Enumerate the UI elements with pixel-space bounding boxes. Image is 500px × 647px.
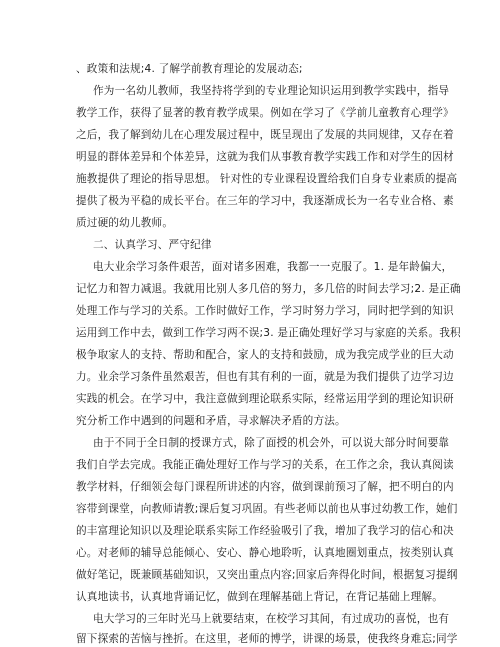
text-line: 施教提供了理论的指导思想。 针对性的专业课程设置给我们自身专业素质的提高 (76, 173, 458, 185)
text-line: 留下探索的苦恼与挫折。在这里，老师的博学，讲课的场景，使我终身难忘;同学 (76, 633, 458, 645)
text-line: 之后，我了解到幼儿在心理发展过程中，既呈现出了发展的共同规律，又存在着 (76, 129, 454, 141)
text-line: 明显的群体差异和个体差异，这就为我们从事教育教学实践工作和对学生的因材 (76, 151, 454, 163)
text-line: 记忆力和智力减退。我就用比别人多几倍的努力，多几倍的时间去学习;2. 是正确 (76, 283, 461, 295)
section-heading: 二、认真学习、严守纪律 (93, 239, 212, 251)
text-line: 教学材料，仔细领会每门课程所讲述的内容，做到课前预习了解，把不明白的内 (76, 481, 454, 493)
text-line: 容带到课堂，向教师请教;课后复习巩固。有些老师以前也从事过幼教工作，她们 (76, 503, 458, 515)
text-line: 质过硬的幼儿教师。 (76, 217, 174, 229)
text-line: 力。业余学习条件虽然艰苦，但也有其有利的一面，就是为我们提供了边学习边 (76, 371, 454, 383)
text-line: 我们自学去完成。我能正确处理好工作与学习的关系，在工作之余，我认真阅读 (76, 459, 454, 471)
text-line: 的丰富理论知识以及理论联系实际工作经验吸引了我，增加了我学习的信心和决 (76, 525, 454, 537)
text-line: 电大业余学习条件艰苦，面对诸多困难，我都一一克服了。1. 是年龄偏大， (93, 261, 453, 273)
text-line: 处理工作与学习的关系。工作时做好工作，学习时努力学习，同时把学到的知识 (76, 305, 454, 317)
text-line: 作为一名幼儿教师，我坚持将学到的专业理论知识运用到教学实践中，指导 (93, 85, 450, 97)
text-line: 心。对老师的辅导总能倾心、安心、静心地聆听，认真地圈划重点，按类别认真 (76, 547, 454, 559)
text-line: 电大学习的三年时光马上就要结束，在校学习其间，有过成功的喜悦，也有 (93, 613, 450, 625)
text-line: 实践的机会。在学习中，我注意做到理论联系实际，经常运用学到的理论知识研 (76, 393, 454, 405)
text-line: 教学工作，获得了显著的教育教学成果。例如在学习了《学前儿童教育心理学》 (76, 107, 454, 119)
text-line: 提供了极为平稳的成长平台。在三年的学习中，我逐渐成长为一名专业合格、素 (76, 195, 454, 207)
text-line: 由于不同于全日制的授课方式，除了面授的机会外，可以说大部分时间要靠 (93, 437, 450, 449)
text-line: 、政策和法规;4. 了解学前教育理论的发展动态; (76, 63, 303, 75)
text-line: 认真地读书，认真地背诵记忆，做到在理解基础上背记，在背记基础上理解。 (76, 591, 443, 603)
text-line: 运用到工作中去，做到工作学习两不误;3. 是正确处理好学习与家庭的关系。我积 (76, 327, 461, 339)
text-line: 极争取家人的支持、帮助和配合，家人的支持和鼓励，成为我完成学业的巨大动 (76, 349, 454, 361)
text-line: 究分析工作中遇到的问题和矛盾，寻求解决矛盾的方法。 (76, 415, 346, 427)
text-line: 做好笔记，既兼顾基础知识，又突出重点内容;回家后奔得化时间，根据复习提纲 (76, 569, 458, 581)
